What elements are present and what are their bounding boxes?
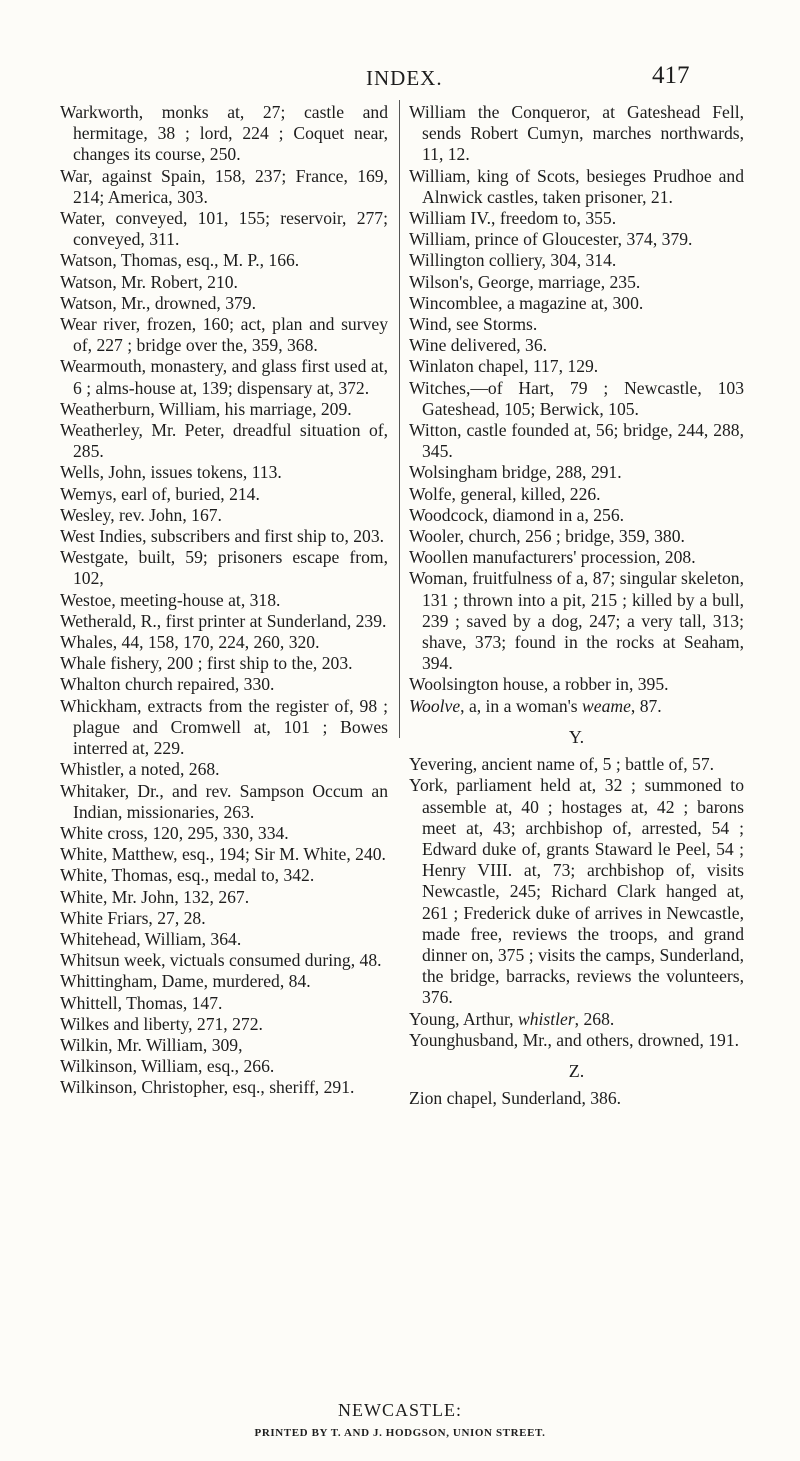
index-list-w bbox=[409, 102, 744, 696]
index-entry: Weatherburn, William, his marriage, 209. bbox=[60, 398, 352, 419]
index-entry: White, Mr. John, 132, 267. bbox=[60, 886, 250, 907]
index-entry: Woodcock, diamond in a, 256. bbox=[409, 504, 625, 525]
index-entry: Whitaker, Dr., and rev. Sampson Occum an Indian, missionaries, 263. bbox=[60, 780, 388, 822]
index-entry: White, Thomas, esq., medal to, 342. bbox=[60, 865, 315, 886]
index-column-left bbox=[60, 102, 388, 1099]
index-entry: Whale fishery, 200 ; first ship to the, 203. bbox=[60, 653, 353, 674]
index-entry: Watson, Thomas, esq., M. P., 166. bbox=[60, 250, 300, 271]
index-entry: Zion chapel, Sunderland, 386. bbox=[409, 1088, 622, 1109]
index-entry: White Friars, 27, 28. bbox=[60, 907, 206, 928]
index-entry: White, Matthew, esq., 194; Sir M. White, 240. bbox=[60, 844, 386, 865]
section-letter-y: Y. bbox=[568, 726, 585, 747]
index-entry: William, prince of Gloucester, 374, 379. bbox=[409, 229, 693, 250]
index-entry: William the Conqueror, at Gateshead Fell, sends Robert Cumyn, marches northwards, 11, 12. bbox=[409, 102, 744, 165]
index-entry: Wilkinson, William, esq., 266. bbox=[60, 1056, 275, 1077]
index-entry: Westoe, meeting-house at, 318. bbox=[60, 589, 281, 610]
index-entry: Whittell, Thomas, 147. bbox=[60, 992, 223, 1013]
index-list-z bbox=[409, 1088, 744, 1109]
index-entry: White cross, 120, 295, 330, 334. bbox=[60, 822, 289, 843]
index-entry: Winlaton chapel, 117, 129. bbox=[409, 356, 599, 377]
index-entry: Whittingham, Dame, murdered, 84. bbox=[60, 971, 311, 992]
index-entry: Wearmouth, monastery, and glass first used at, 6 ; alms-house at, 139; dispensary at, 372. bbox=[60, 356, 388, 398]
index-entry: Witton, castle founded at, 56; bridge, 244, 288, 345. bbox=[409, 420, 744, 462]
index-entry: Wells, John, issues tokens, 113. bbox=[60, 462, 282, 483]
index-entry: York, parliament held at, 32 ; summoned to assemble at, 40 ; hostages at, 42 ; barons meet at, 43; archbishop of, arrested, 54 ; Edward duke of, grants Staward le Peel, 54 ; Henry VIII. at, 73; archbishop of, visits Newcastle, 245; Richard Clark hanged at, 261 ; Frederick duke of arrives in Newcastle, made free, reviews the troops, and grand dinner on, 375 ; visits the camps, Sunderland, the bridge, barracks, reviews the volunteers, 376. bbox=[409, 775, 744, 1008]
index-entry: Watson, Mr., drowned, 379. bbox=[60, 292, 257, 313]
index-entry: Whalton church repaired, 330. bbox=[60, 674, 275, 695]
index-entry: Whitehead, William, 364. bbox=[60, 928, 242, 949]
index-entry: War, against Spain, 158, 237; France, 169, 214; America, 303. bbox=[60, 165, 388, 207]
imprint-printer: PRINTED BY T. AND J. HODGSON, UNION STREET. bbox=[254, 1427, 546, 1439]
index-entry: Wincomblee, a magazine at, 300. bbox=[409, 292, 644, 313]
index-entry: Wesley, rev. John, 167. bbox=[60, 504, 222, 525]
index-entry: William, king of Scots, besieges Prudhoe and Alnwick castles, taken prisoner, 21. bbox=[409, 165, 744, 207]
page-title: INDEX. bbox=[366, 66, 443, 90]
index-entry: West Indies, subscribers and first ship to, 203. bbox=[60, 526, 385, 547]
index-entry: Wetherald, R., first printer at Sunderland, 239. bbox=[60, 610, 387, 631]
index-entry: Witches,—of Hart, 79 ; Newcastle, 103 Gateshead, 105; Berwick, 105. bbox=[409, 377, 744, 419]
index-entry: Whitsun week, victuals consumed during, 48. bbox=[60, 950, 382, 971]
index-entry-young: Young, Arthur, whistler, 268. bbox=[409, 1008, 615, 1029]
index-entry: Wilson's, George, marriage, 235. bbox=[409, 271, 641, 292]
index-entry: Wooler, church, 256 ; bridge, 359, 380. bbox=[409, 526, 685, 547]
index-entry: Woman, fruitfulness of a, 87; singular skeleton, 131 ; thrown into a pit, 215 ; killed by a bull, 239 ; saved by a dog, 247; a very tall, 313; shave, 373; found in the rocks at Seaham, 394. bbox=[409, 568, 744, 674]
imprint bbox=[0, 1400, 800, 1439]
index-entry: Watson, Mr. Robert, 210. bbox=[60, 271, 238, 292]
index-entry: Water, conveyed, 101, 155; reservoir, 277; conveyed, 311. bbox=[60, 208, 388, 250]
index-entry: Wolfe, general, killed, 226. bbox=[409, 483, 601, 504]
page-number: 417 bbox=[652, 62, 690, 89]
index-entry: Wine delivered, 36. bbox=[409, 335, 548, 356]
index-entry: Willington colliery, 304, 314. bbox=[409, 250, 617, 271]
index-entry: Wilkinson, Christopher, esq., sheriff, 291. bbox=[60, 1077, 355, 1098]
index-entry: Wilkes and liberty, 271, 272. bbox=[60, 1013, 263, 1034]
index-entry: Woollen manufacturers' procession, 208. bbox=[409, 547, 696, 568]
imprint-city: NEWCASTLE: bbox=[338, 1400, 462, 1420]
section-letter-z: Z. bbox=[568, 1060, 585, 1081]
index-entry: Wemys, earl of, buried, 214. bbox=[60, 483, 260, 504]
index-entry: Wilkin, Mr. William, 309, bbox=[60, 1034, 243, 1055]
index-entry: Westgate, built, 59; prisoners escape from, 102, bbox=[60, 547, 388, 589]
index-entry: Whickham, extracts from the register of, 98 ; plague and Cromwell at, 101 ; Bowes interred at, 229. bbox=[60, 695, 388, 759]
column-divider bbox=[399, 100, 400, 738]
index-entry-woolve: Woolve, a, in a woman's weame, 87. bbox=[409, 695, 662, 716]
index-list-y bbox=[409, 754, 744, 1008]
index-entry: Yevering, ancient name of, 5 ; battle of, 57. bbox=[409, 754, 715, 775]
page-header bbox=[0, 50, 800, 90]
index-entry: William IV., freedom to, 355. bbox=[409, 208, 617, 229]
index-entry: Woolsington house, a robber in, 395. bbox=[409, 674, 669, 695]
index-entry: Whistler, a noted, 268. bbox=[60, 759, 220, 780]
index-entry: Wear river, frozen, 160; act, plan and survey of, 227 ; bridge over the, 359, 368. bbox=[60, 314, 388, 356]
index-column-right bbox=[409, 102, 744, 1109]
index-entry-younghusband: Younghusband, Mr., and others, drowned, 191. bbox=[409, 1029, 740, 1050]
index-entry: Weatherley, Mr. Peter, dreadful situation of, 285. bbox=[60, 420, 388, 462]
index-entry: Warkworth, monks at, 27; castle and hermitage, 38 ; lord, 224 ; Coquet near, changes its course, 250. bbox=[60, 102, 388, 165]
index-entry: Wolsingham bridge, 288, 291. bbox=[409, 462, 622, 483]
index-entry: Whales, 44, 158, 170, 224, 260, 320. bbox=[60, 632, 320, 653]
index-entry: Wind, see Storms. bbox=[409, 314, 538, 335]
